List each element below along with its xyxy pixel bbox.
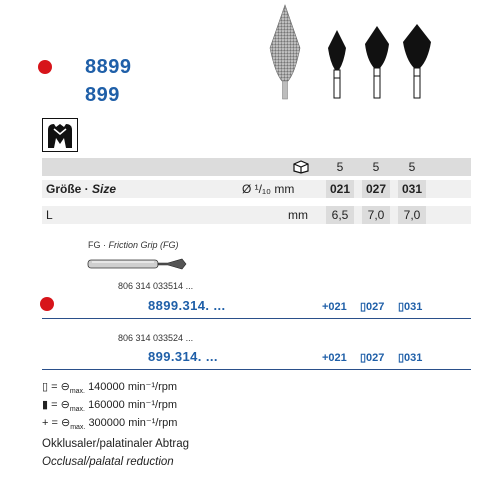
order-size-2-021[interactable]: +021: [322, 352, 347, 364]
speed-symbol-2: ▮: [42, 399, 49, 411]
product-code-primary: 8899: [85, 56, 132, 78]
tooth-occlusal-icon: [42, 118, 78, 152]
speed-row-2: ▮ = $⊖_{max.}$ 160000 min⁻¹/rpm: [42, 399, 178, 414]
rotation-icon: ⊖: [60, 417, 71, 429]
size-label: [46, 180, 116, 198]
order-size-2-027[interactable]: ▯027: [360, 352, 385, 364]
length-label: L: [46, 208, 53, 222]
bur-silhouette-027-icon: [360, 24, 394, 104]
rotation-icon: ⊖: [60, 399, 70, 411]
length-unit: mm: [288, 208, 308, 222]
order-size-1-031[interactable]: ▯031: [398, 301, 423, 313]
speed-value-2: 160000 min⁻¹/rpm: [88, 399, 178, 411]
description-de: Okklusaler/palatinaler Abtrag: [42, 438, 190, 450]
bur-silhouette-021-icon: [322, 28, 352, 103]
description-en: Occlusal/palatal reduction: [42, 456, 174, 468]
speed-max-label-3: max.: [70, 424, 86, 432]
fg-shank-bur-icon: [86, 255, 196, 273]
product-ref-1: 8899.314. ...: [148, 298, 226, 313]
red-dot-indicator: [38, 60, 52, 74]
order-size-2-031[interactable]: ▯031: [398, 352, 423, 364]
shank-label-en: Friction Grip (FG): [108, 240, 179, 250]
speed-max-label-1: max.: [69, 388, 85, 396]
length-value-031: 7,0: [398, 206, 426, 224]
size-value-027: 027: [362, 180, 390, 198]
length-value-027: 7,0: [362, 206, 390, 224]
diamond-bur-image: [255, 3, 315, 103]
speed-max-label-2: max.: [69, 406, 85, 414]
article-number-1: 806 314 033514 ...: [118, 281, 194, 291]
product-code-secondary: 899: [85, 84, 120, 106]
package-icon: [292, 160, 310, 174]
article-number-2: 806 314 033524 ...: [118, 333, 194, 343]
product-ref-2: 899.314. ...: [148, 349, 218, 364]
product-1-divider: [42, 318, 471, 319]
rotation-icon: ⊖: [60, 381, 70, 393]
speed-row-1: ▯ = $⊖_{max.}$ 140000 min⁻¹/rpm: [42, 381, 178, 396]
speed-row-3: + = $⊖_{max.}$ 300000 min⁻¹/rpm: [42, 417, 178, 432]
product-2-divider: [42, 369, 471, 370]
order-size-1-027[interactable]: ▯027: [360, 301, 385, 313]
pack-value-1: 5: [336, 160, 344, 174]
bur-silhouette-031-icon: [398, 22, 436, 104]
size-value-021: 021: [326, 180, 354, 198]
size-label-en: Size: [92, 182, 117, 196]
product-1-red-dot: [40, 297, 54, 311]
speed-symbol-3: +: [42, 417, 49, 429]
speed-value-3: 300000 min⁻¹/rpm: [88, 417, 178, 429]
shank-label: [88, 240, 179, 250]
speed-value-1: 140000 min⁻¹/rpm: [88, 381, 178, 393]
shank-label-code: FG ·: [88, 240, 109, 250]
size-value-031: 031: [398, 180, 426, 198]
order-size-1-021[interactable]: +021: [322, 301, 347, 313]
size-label-de: Größe ·: [46, 182, 93, 196]
speed-symbol-1: ▯: [42, 381, 49, 393]
length-value-021: 6,5: [326, 206, 354, 224]
size-unit: Ø ¹/₁₀ mm: [242, 182, 295, 196]
pack-value-2: 5: [372, 160, 380, 174]
pack-value-3: 5: [408, 160, 416, 174]
